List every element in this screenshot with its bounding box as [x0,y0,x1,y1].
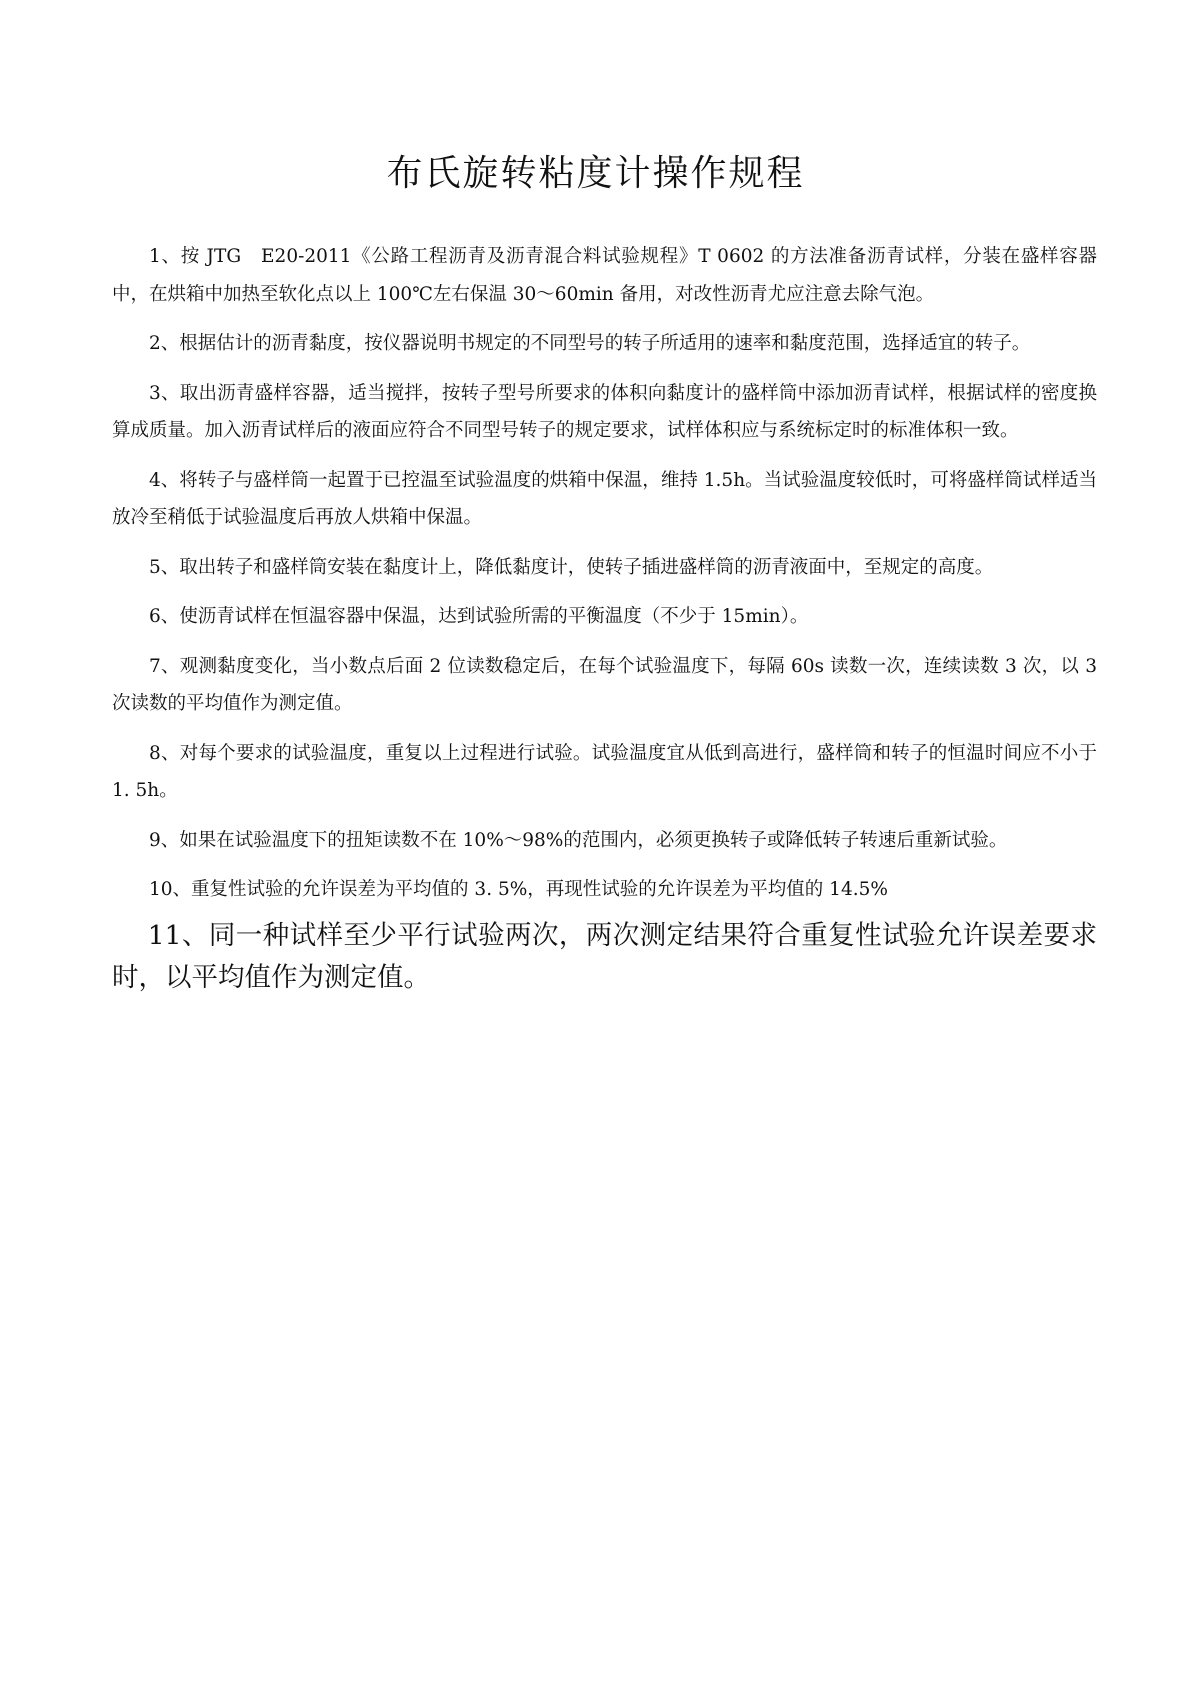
paragraph-2: 2、根据估计的沥青黏度，按仪器说明书规定的不同型号的转子所适用的速率和黏度范围，选择适宜的转子。 [149,333,1031,354]
paragraph-11: 11、同一种试样至少平行试验两次，两次测定结果符合重复性试验允许误差要求时，以平均值作为测定值。 [112,919,1097,993]
document-title: 布氏旋转粘度计操作规程 [386,153,805,194]
paragraph-10: 10、重复性试验的允许误差为平均值的 3. 5%，再现性试验的允许误差为平均值的 14.5% [149,879,888,900]
paragraph-3: 3、取出沥青盛样容器，适当搅拌，按转子型号所要求的体积向黏度计的盛样筒中添加沥青试样，根据试样的密度换算成质量。加入沥青试样后的液面应符合不同型号转子的规定要求，试样体积应与系统标定时的标准体积一致。 [112,382,1097,441]
paragraph-9: 9、如果在试验温度下的扭矩读数不在 10%～98%的范围内，必须更换转子或降低转子转速后重新试验。 [149,829,1008,851]
paragraph-5: 5、取出转子和盛样筒安装在黏度计上，降低黏度计，使转子插进盛样筒的沥青液面中，至规定的高度。 [149,556,994,578]
paragraph-7: 7、观测黏度变化，当小数点后面 2 位读数稳定后，在每个试验温度下，每隔 60s 读数一次，连续读数 3 次，以 3 次读数的平均值作为测定值。 [112,655,1097,714]
paragraph-8: 8、对每个要求的试验温度，重复以上过程进行试验。试验温度宜从低到高进行，盛样筒和转子的恒温时间应不小于 1. 5h。 [112,742,1097,801]
paragraph-6: 6、使沥青试样在恒温容器中保温，达到试验所需的平衡温度（不少于 15min）。 [149,606,809,627]
paragraph-4: 4、将转子与盛样筒一起置于已控温至试验温度的烘箱中保温，维持 1.5h。当试验温度较低时，可将盛样筒试样适当放冷至稍低于试验温度后再放人烘箱中保温。 [112,469,1097,528]
paragraph-1: 1、按 JTG E20-2011《公路工程沥青及沥青混合料试验规程》T 0602 的方法准备沥青试样，分装在盛样容器中，在烘箱中加热至软化点以上 100℃左右保温 30～60min 备用，对改性沥青尤应注意去除气泡。 [112,246,1097,305]
document-body [112,238,1097,1011]
